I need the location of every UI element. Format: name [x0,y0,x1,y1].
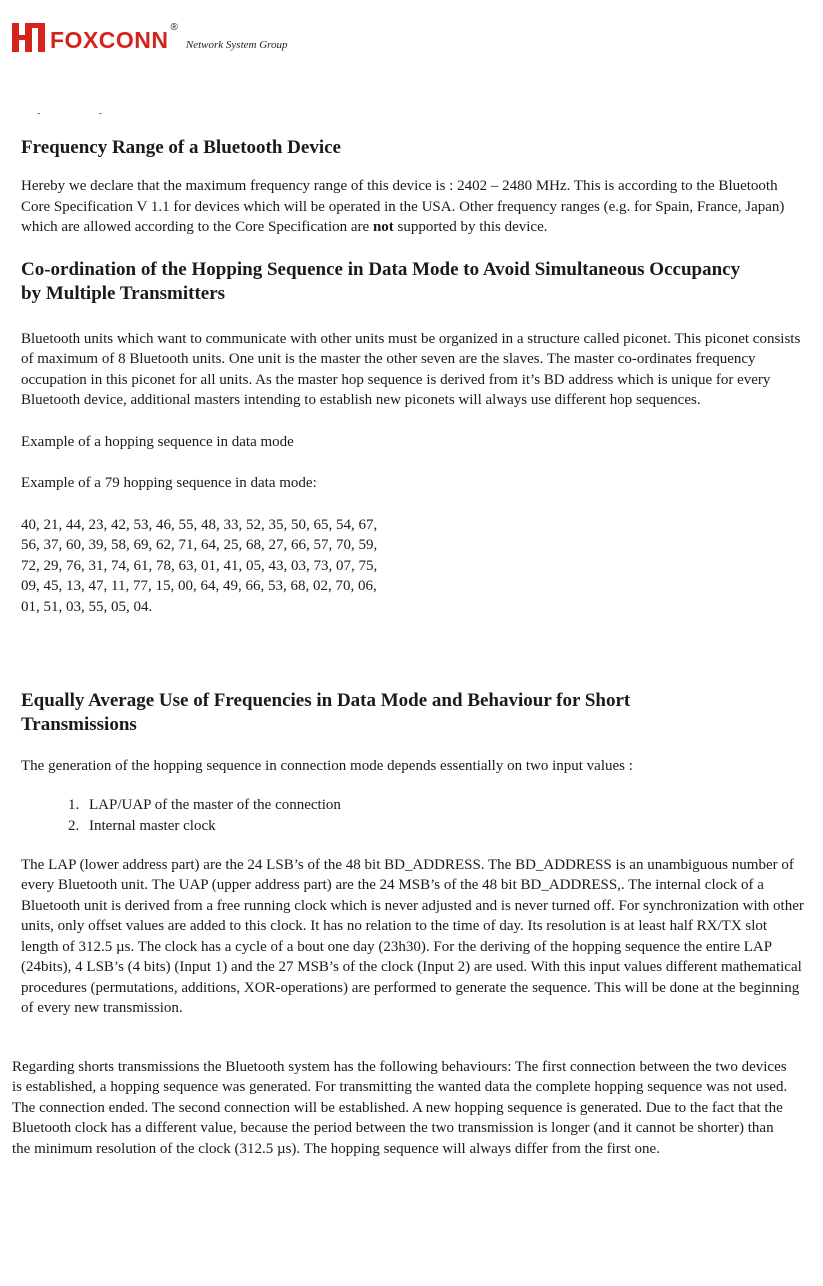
section-title-coordination: Co-ordination of the Hopping Sequence in Data Mode to Avoid Simultaneous Occupancy by Multiple Transmitters [21,258,741,304]
list-item: 2. Internal master clock [83,816,806,837]
document-body [12,136,806,1159]
registered-mark: ® [170,22,178,33]
equal-use-intro: The generation of the hopping sequence in connection mode depends essentially on two input values : [21,758,633,774]
short-transmissions-paragraph: Regarding shorts transmissions the Bluetooth system has the following behaviours: The first connection between the two devices is established, a hopping sequence was generated. For transmitting the wanted data the complete hopping sequence was not used. The connection ended. The second connection will be established. A new hopping sequence is generated. Due to the fact that the Bluetooth clock has a different value, because the period between the two transmission is longer (and it cannot be shorter) than the minimum resolution of the clock (312.5 µs). The hopping sequence will always differ from the first one. [12,1058,788,1157]
hopping-sequence-line: 01, 51, 03, 55, 05, 04. [21,598,153,615]
hopping-sequence-line: 40, 21, 44, 23, 42, 53, 46, 55, 48, 33, 52, 35, 50, 65, 54, 67, [21,516,378,533]
decorative-dashes: - - [37,108,131,119]
input-values-list [21,795,806,837]
hopping-sequence-line: 09, 45, 13, 47, 11, 77, 15, 00, 64, 49, 66, 53, 68, 02, 70, 06, [21,578,377,594]
company-logo-text: FOXCONN [50,27,169,53]
example-79-hopping-text: Example of a 79 hopping sequence in data mode: [21,475,317,491]
hopping-sequence-line: 56, 37, 60, 39, 58, 69, 62, 71, 64, 25, 68, 27, 66, 57, 70, 59, [21,537,378,553]
emphasis-not: not [372,219,394,235]
foxconn-logo-icon [12,23,45,52]
section-title-frequency-range: Frequency Range of a Bluetooth Device [21,137,341,158]
hopping-sequence-block [21,515,806,618]
page-header [12,22,288,52]
frequency-range-paragraph: Hereby we declare that the maximum frequency range of this device is : 2402 – 2480 MHz. This is according to the Bluetooth Core Specification V 1.1 for devices which will be operated in the USA. Other frequency ranges (e.g. for Spain, France, Japan) which are allowed according to the Core Specification are not supported by this device. [21,178,785,235]
example-hopping-text: Example of a hopping sequence in data mode [21,433,294,450]
list-item: 1. LAP/UAP of the master of the connection [83,795,806,816]
lap-uap-paragraph: The LAP (lower address part) are the 24 LSB’s of the 48 bit BD_ADDRESS. The BD_ADDRESS is an unambiguous number of every Bluetooth unit. The UAP (upper address part) are the 24 MSB’s of the 48 bit BD_ADDRESS,. The internal clock of a Bluetooth unit is derived from a free running clock which is never adjusted and is never turned off. For synchronization with other units, only offset values are added to this clock. It has no relation to the time of day. Its resolution is at least half RX/TX slot length of 312.5 µs. The clock has a cycle of a bout one day (23h30). For the deriving of the hopping sequence the entire LAP (24bits), 4 LSB’s (4 bits) (Input 1) and the 27 MSB’s of the clock (Input 2) are used. With this input values different mathematical procedures (permutations, additions, XOR-operations) are performed to generate the sequence. This will be done at the beginning of every new transmission. [21,856,804,1016]
hopping-sequence-line: 72, 29, 76, 31, 74, 61, 78, 63, 01, 41, 05, 43, 03, 73, 07, 75, [21,557,378,574]
coordination-paragraph: Bluetooth units which want to communicate with other units must be organized in a structure called piconet. This piconet consists of maximum of 8 Bluetooth units. One unit is the master the other seven are the slaves. The master co-ordinates frequency occupation in this piconet for all units. As the master hop sequence is derived from it’s BD address which is unique for every Bluetooth device, additional masters intending to establish new piconets will always use different hop sequences. [21,330,801,408]
section-title-equal-use: Equally Average Use of Frequencies in Data Mode and Behaviour for Short Transmissions [21,690,631,735]
company-tagline: Network System Group [185,39,288,51]
